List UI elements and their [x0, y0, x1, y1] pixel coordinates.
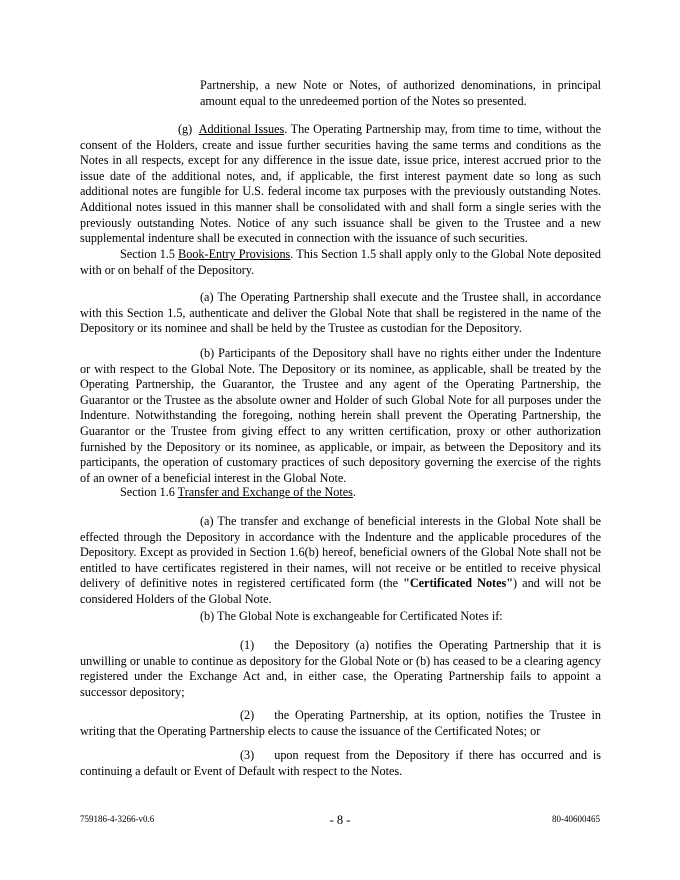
- list-item-2: [80, 708, 601, 739]
- section-body: . This Section 1.5 shall apply only to the Global Note deposited with or on behalf of the Depository.: [80, 247, 601, 277]
- paragraph-additional-issues: [80, 122, 601, 247]
- section-label: Section 1.5: [120, 247, 175, 261]
- item-text: the Operating Partnership, at its option, notifies the Trustee in writing that the Operating Partnership elects to cause the issuance of the Certificated Notes; or: [80, 708, 601, 738]
- item-number: (2): [240, 708, 255, 722]
- section-heading: Transfer and Exchange of the Notes: [177, 485, 353, 499]
- clause-number: (g): [178, 122, 193, 136]
- item-number: (1): [240, 638, 255, 652]
- section-label: Section 1.6: [120, 485, 175, 499]
- list-item-1: [80, 638, 601, 700]
- defined-term: "Certificated Notes": [403, 576, 514, 591]
- clause-text: (a) The Operating Partnership shall execute and the Trustee shall, in accordance with this Section 1.5, authenticate and deliver the Global Note that shall be registered in the name of the Depository or its nominee and shall be held by the Trustee as custodian for the Depository.: [80, 290, 601, 336]
- section-1-6-a: [80, 514, 601, 608]
- section-1-6: [80, 485, 601, 501]
- clause-text: (b) Participants of the Depository shall have no rights either under the Indenture or with respect to the Global Note. The Depository or its nominee, as applicable, shall be treated by the Operating Partnership, the Guarantor, the Trustee and any agent of the Operating Partnership, the Guarantor or the Trustee as the absolute owner and Holder of such Global Note for all purposes under the Indenture. Notwithstanding the foregoing, nothing herein shall prevent the Operating Partnership, the Guarantor or the Trustee from giving effect to any written certification, proxy or other authorization furnished by the Depository or its nominee, as applicable, or impair, as between the Depository and its participants, the operation of customary practices of such depository governing the exercise of the rights of an owner of a beneficial interest in the Global Note.: [80, 346, 601, 485]
- page-number: - 8 -: [329, 813, 351, 827]
- clause-text: (a) The transfer and exchange of beneficial interests in the Global Note shall be effected through the Depository in accordance with the Indenture and the applicable procedures of the Depository. Except as provided in Section 1.6(b) hereof, beneficial owners of the Global Note shall not be entitled to have certificates registered in their names, will not receive or be entitled to receive physical delivery of definitive notes in registered certificated form (the: [80, 514, 601, 591]
- item-text: the Depository (a) notifies the Operating Partnership that it is unwilling or unable to continue as depository for the Global Note or (b) has ceased to be a clearing agency registered under the Exchange Act and, in either case, the Operating Partnership fails to appoint a successor depository;: [80, 638, 601, 699]
- footer-doc-id: 759186-4-3266-v0.6: [80, 814, 155, 824]
- clause-body: . The Operating Partnership may, from time to time, without the consent of the Holders, create and issue further securities having the same terms and conditions as the Notes in all respects, except for any difference in the issue date, issue price, interest accrued prior to the issue date of the additional notes, and, if applicable, the first interest payment date so long as such additional notes are fungible for U.S. federal income tax purposes with the previously outstanding Notes. Additional notes issued in this manner shall be consolidated with and shall form a single series with the previously outstanding Notes. Notice of any such issuance shall be given to the Trustee and a new supplemental indenture shall be executed in connection with the issuance of such securities.: [80, 122, 602, 246]
- section-1-5-b: [80, 346, 601, 486]
- section-1-5-a: [80, 290, 601, 337]
- section-tail: .: [352, 485, 356, 499]
- item-number: (3): [240, 748, 255, 762]
- section-1-5: [80, 247, 601, 278]
- item-text: upon request from the Depository if there has occurred and is continuing a default or Event of Default with respect to the Notes.: [80, 748, 601, 778]
- paragraph-continuation: Partnership, a new Note or Notes, of authorized denominations, in principal amount equal to the unredeemed portion of the Notes so presented.: [200, 78, 601, 108]
- footer-ref: 80-40600465: [552, 814, 600, 824]
- list-item-3: [80, 748, 601, 779]
- clause-text-end: ) and will not be considered Holders of the Global Note.: [80, 576, 601, 606]
- section-heading: Book-Entry Provisions: [178, 247, 291, 261]
- clause-heading: Additional Issues: [198, 122, 285, 136]
- section-1-6-b: (b) The Global Note is exchangeable for Certificated Notes if:: [200, 609, 503, 623]
